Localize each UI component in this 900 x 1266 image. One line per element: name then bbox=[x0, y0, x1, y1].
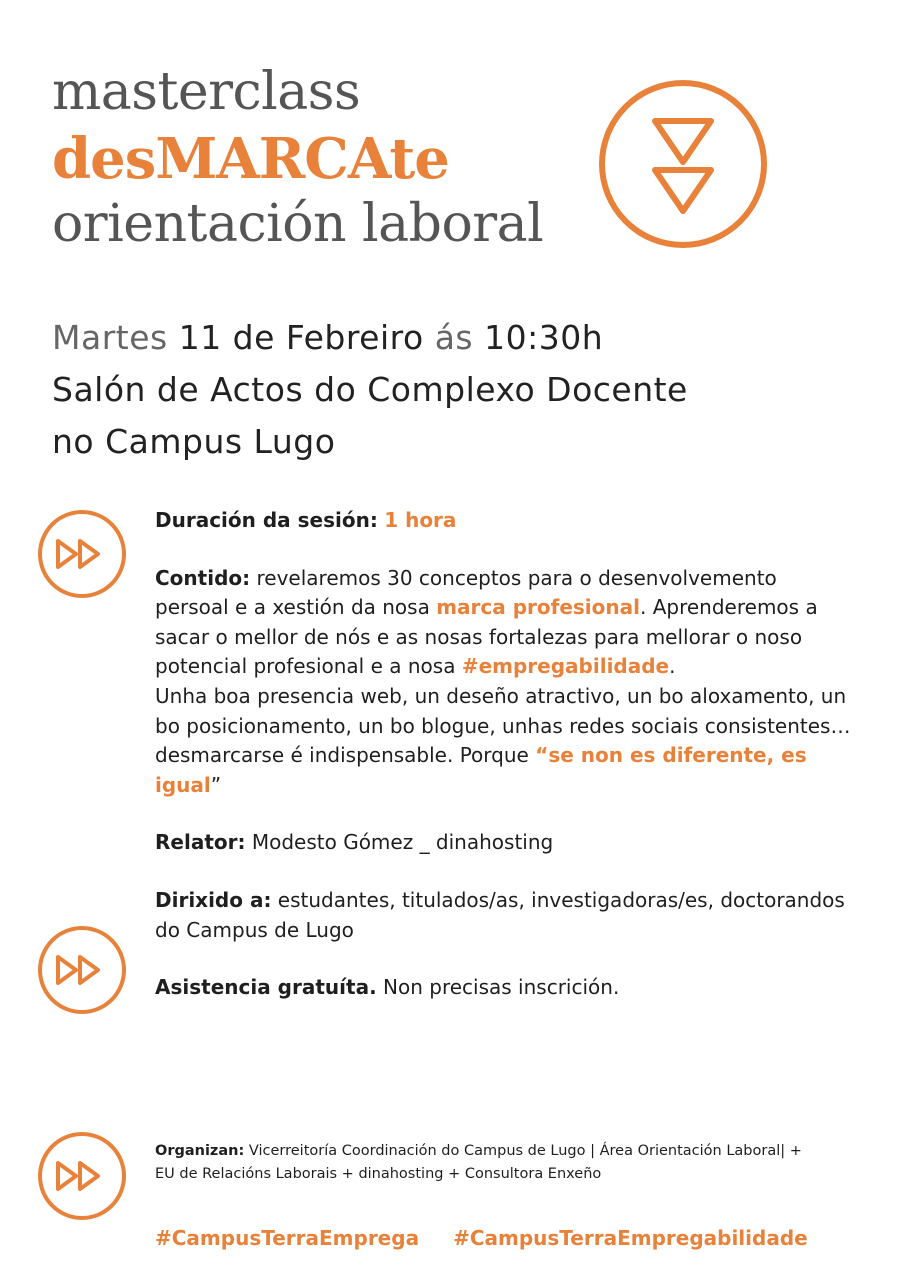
double-triangle-down-icon bbox=[597, 78, 769, 250]
speaker-line bbox=[155, 828, 855, 858]
title-masterclass: masterclass bbox=[52, 62, 361, 122]
title-desmarcate: desMARCAte bbox=[52, 126, 449, 192]
content-text: Unha boa presencia web, un deseño atractivo, un bo aloxamento, un bo posicionamento, un bo blogue, unhas redes sociais consistentes…desmarcarse é indispensable. Porque bbox=[155, 683, 851, 768]
quote-mark: ” bbox=[210, 772, 222, 797]
fast-forward-icon bbox=[36, 924, 128, 1016]
free-value: Non precisas inscrición. bbox=[376, 975, 620, 1000]
highlight-marca-profesional: marca profesional bbox=[436, 595, 640, 620]
duration-line bbox=[155, 506, 855, 536]
event-place-line1: Salón de Actos do Complexo Docente bbox=[52, 370, 688, 409]
content-text: . bbox=[669, 654, 676, 679]
content-paragraph-2 bbox=[155, 682, 855, 800]
free-line bbox=[155, 973, 855, 1003]
audience-value: estudantes, titulados/as, investigadoras/es, doctorandos do Campus de Lugo bbox=[155, 887, 845, 942]
free-label: Asistencia gratuíta. bbox=[155, 975, 377, 1000]
hashtag: #CampusTerraEmpregabilidade bbox=[453, 1226, 808, 1250]
quote-mark: “ bbox=[535, 743, 549, 768]
organizers-text: Vicerreitoría Coordinación do Campus de Lugo | Área Orientación Laboral| + EU de Relacións Laborais + dinahosting + Consultora Enxeño bbox=[155, 1143, 802, 1183]
event-time: 10:30h bbox=[473, 318, 604, 357]
quote-text: se non es diferente, es igual bbox=[155, 743, 807, 797]
duration-label: Duración da sesión: bbox=[155, 508, 378, 532]
event-as: ás bbox=[434, 318, 474, 357]
duration-value: 1 hora bbox=[384, 508, 457, 532]
event-place-line2: no Campus Lugo bbox=[52, 422, 336, 461]
highlight-empregabilidade: #empregabilidade bbox=[461, 654, 670, 679]
event-date: 11 de Febreiro bbox=[167, 318, 435, 357]
organizers bbox=[155, 1140, 805, 1186]
fast-forward-icon bbox=[36, 508, 128, 600]
content-label: Contido: bbox=[155, 565, 251, 590]
speaker-label: Relator: bbox=[155, 830, 246, 855]
event-date-line bbox=[52, 318, 603, 357]
speaker-value: Modesto Gómez _ dinahosting bbox=[245, 830, 554, 855]
content-text: . Aprenderemos a sacar o mellor de nós e as nosas fortalezas para mellorar o noso potencial profesional e a nosa bbox=[155, 595, 818, 679]
event-day: Martes bbox=[52, 318, 168, 357]
content-text: revelaremos 30 conceptos para o desenvolvemento persoal e a xestión da nosa bbox=[155, 565, 777, 620]
title-orientacion: orientación laboral bbox=[52, 194, 544, 254]
audience-line bbox=[155, 886, 855, 945]
hashtag: #CampusTerraEmprega bbox=[155, 1226, 420, 1250]
fast-forward-icon bbox=[36, 1130, 128, 1222]
hashtags bbox=[155, 1226, 808, 1250]
organizers-label: Organizan: bbox=[155, 1143, 245, 1159]
content-paragraph bbox=[155, 564, 855, 682]
audience-label: Dirixido a: bbox=[155, 887, 272, 912]
session-details bbox=[155, 506, 855, 1003]
